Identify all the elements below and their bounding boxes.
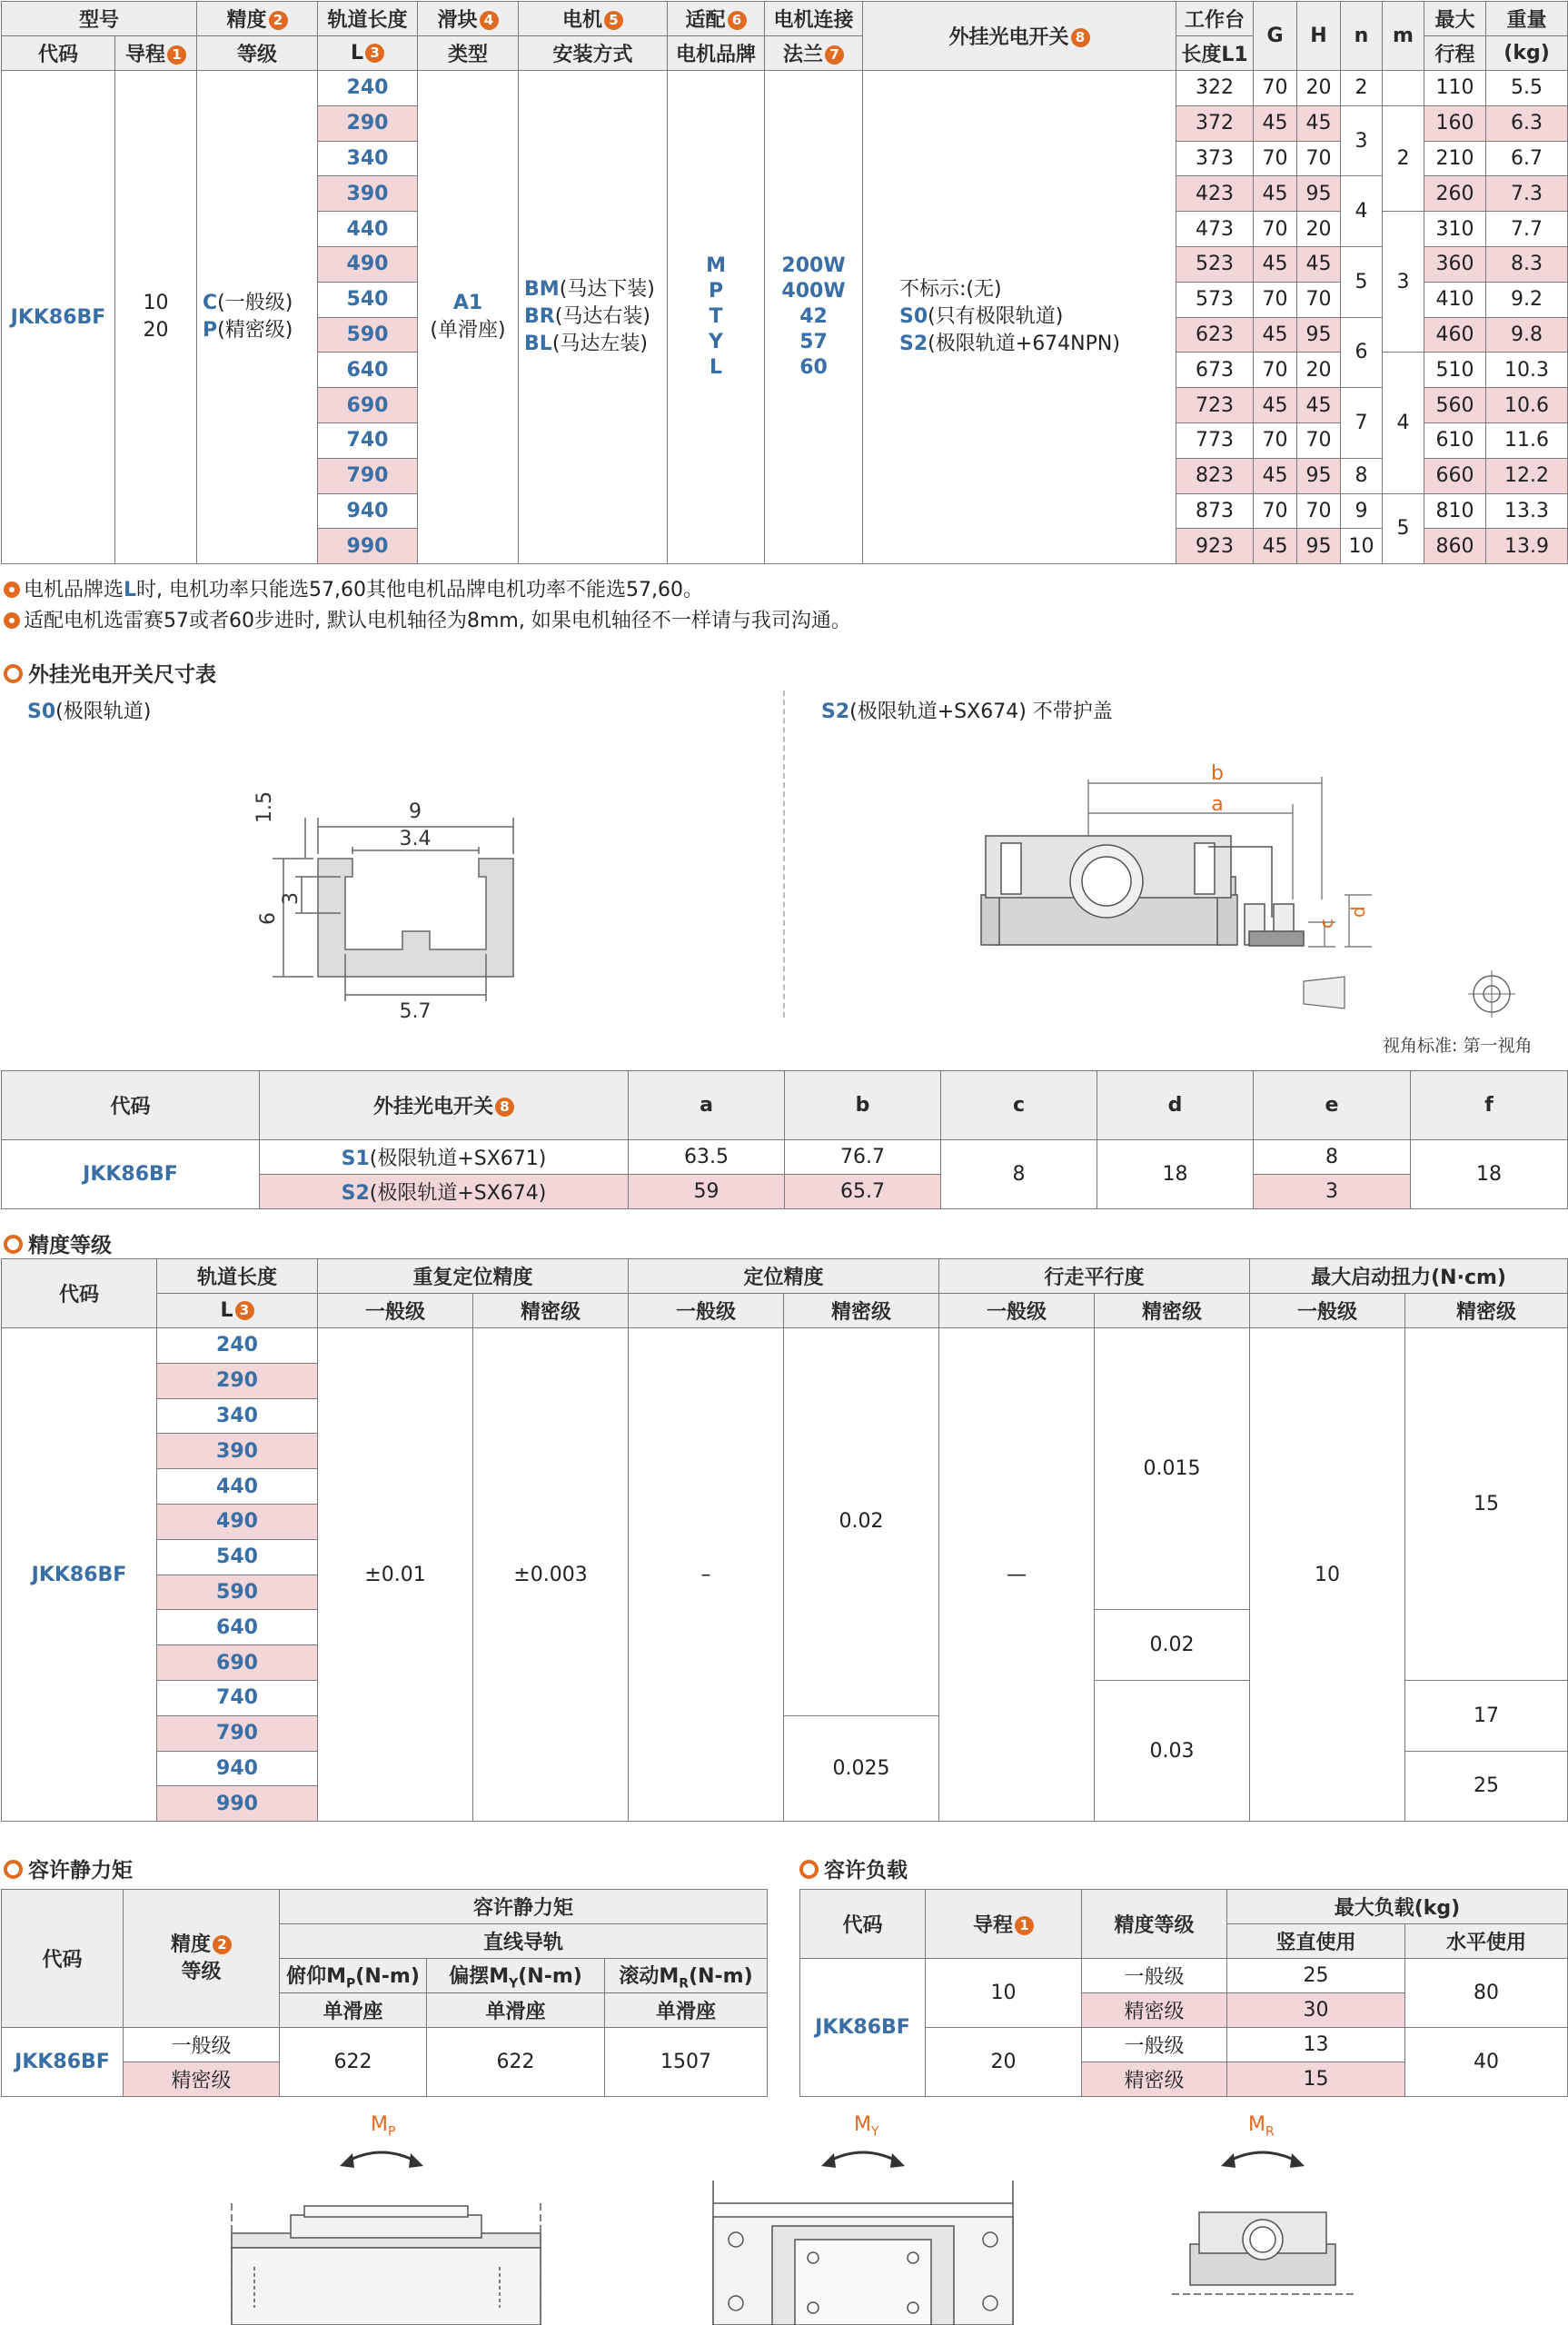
ld-horiz-20: 40 [1405, 2028, 1568, 2097]
brand-cell [668, 71, 765, 564]
n-cell: 2 [1341, 71, 1383, 106]
brand-option: M [706, 254, 726, 278]
sw-d-cell: 18 [1097, 1140, 1254, 1209]
pr-torque-precise: 25 [1405, 1751, 1568, 1822]
dim-3-4: 3.4 [399, 828, 432, 850]
rail-length-cell: 490 [318, 246, 418, 282]
flange-option: 57 [799, 331, 828, 354]
pr-rail-length: 590 [157, 1575, 318, 1610]
th-pr-g3: 一般级 [939, 1294, 1095, 1328]
th-sm-single-1: 单滑座 [280, 1993, 427, 2028]
th-sw-switch: 外挂光电开关 8 [260, 1071, 629, 1140]
g-cell: 70 [1254, 212, 1297, 247]
flange-option: 42 [799, 305, 828, 329]
mr-diagram [1172, 2126, 1354, 2325]
table-length-cell: 873 [1176, 493, 1254, 529]
ld-r2-prec: 精密级 [1082, 1993, 1227, 2028]
dim-b: b [1211, 762, 1224, 785]
th-motor-b: 安装方式 [519, 36, 668, 71]
ld-lead-20: 20 [926, 2028, 1082, 2097]
view-note: 视角标准: 第一视角 [1383, 1036, 1533, 1056]
h-cell: 45 [1297, 105, 1341, 141]
s2-drawing [945, 745, 1390, 1027]
pr-par-precise: 0.02 [1095, 1610, 1250, 1681]
th-sw-e: e [1254, 1071, 1411, 1140]
static-moment-title: 容许静力矩 [4, 1853, 133, 1883]
rail-length-cell: 790 [318, 458, 418, 493]
sw-row-s1-switch: S1(极限轨道+SX671) [260, 1140, 629, 1175]
slider-label: (单滑座) [430, 319, 506, 343]
th-pr-p3: 精密级 [1095, 1294, 1250, 1328]
h-cell: 95 [1297, 458, 1341, 493]
th-pr-p2: 精密级 [784, 1294, 939, 1328]
motor-mount-option: BM(马达下装) [524, 278, 655, 302]
table-length-cell: 723 [1176, 388, 1254, 423]
precision-option: C(一般级) [203, 292, 293, 315]
pr-rail-length: 390 [157, 1434, 318, 1469]
h-cell: 20 [1297, 353, 1341, 388]
th-flange-a: 电机连接 [765, 2, 863, 36]
n-cell: 9 [1341, 493, 1383, 529]
h-cell: 95 [1297, 529, 1341, 564]
note-1: 电机品牌选L时, 电机功率只能选57,60其他电机品牌电机功率不能选57,60。 [4, 574, 703, 602]
rail-length-cell: 390 [318, 176, 418, 212]
stroke-cell: 110 [1424, 71, 1486, 106]
th-g: G [1254, 2, 1297, 71]
ld-r3-prec: 一般级 [1082, 2028, 1227, 2062]
slider-key: A1 [452, 292, 483, 315]
table-length-cell: 623 [1176, 317, 1254, 353]
weight-cell: 10.3 [1486, 353, 1568, 388]
th-sm-yaw: 偏摆$M_Y(N-m)$ [427, 1959, 605, 1993]
pr-rail-length: 640 [157, 1610, 318, 1645]
table-length-cell: 573 [1176, 282, 1254, 317]
pr-torque-precise: 15 [1405, 1328, 1568, 1681]
switch-option: S2(极限轨道+674NPN) [899, 333, 1120, 356]
g-cell: 45 [1254, 388, 1297, 423]
pr-par-precise: 0.015 [1095, 1328, 1250, 1610]
stroke-cell: 460 [1424, 317, 1486, 353]
section-ring-icon [4, 1860, 23, 1879]
flange-cell [765, 71, 863, 564]
sm-mp: 622 [280, 2028, 427, 2097]
ld-r4-prec: 精密级 [1082, 2062, 1227, 2097]
stroke-cell: 510 [1424, 353, 1486, 388]
g-cell: 45 [1254, 246, 1297, 282]
stroke-cell: 260 [1424, 176, 1486, 212]
rail-length-cell: 290 [318, 105, 418, 141]
n-cell: 4 [1341, 176, 1383, 247]
th-precision-b: 等级 [197, 36, 318, 71]
th-pr-g4: 一般级 [1250, 1294, 1405, 1328]
weight-cell: 10.6 [1486, 388, 1568, 423]
h-cell: 70 [1297, 493, 1341, 529]
th-sw-code: 代码 [2, 1071, 260, 1140]
my-label: $M_Y$ [854, 2113, 879, 2140]
switch-cell [863, 71, 1176, 564]
m-cell: 5 [1383, 493, 1424, 564]
load-title: 容许负载 [799, 1853, 908, 1883]
h-cell: 45 [1297, 388, 1341, 423]
code-cell: JKK86BF [2, 71, 115, 564]
pr-rail-length: 340 [157, 1398, 318, 1434]
ld-horiz-10: 80 [1405, 1959, 1568, 2028]
th-sm-prec: 精度 2 等级 [124, 1890, 280, 2028]
pr-rail-length: 740 [157, 1680, 318, 1715]
flange-option: 60 [799, 356, 828, 380]
sw-row-s1-b: 76.7 [785, 1140, 941, 1175]
th-sm-roll: 滚动$M_R(N-m)$ [605, 1959, 768, 1993]
rail-length-cell: 740 [318, 422, 418, 458]
brand-option: Y [709, 331, 723, 354]
weight-cell: 13.3 [1486, 493, 1568, 529]
h-cell: 70 [1297, 422, 1341, 458]
dim-c: c [1315, 919, 1337, 929]
th-sw-b: b [785, 1071, 941, 1140]
th-sm-code: 代码 [2, 1890, 124, 2028]
table-length-cell: 673 [1176, 353, 1254, 388]
pr-rail-length: 440 [157, 1469, 318, 1505]
th-slider-a: 滑块 4 [418, 2, 519, 36]
ld-r4-vert: 15 [1227, 2062, 1405, 2097]
th-ld-prec: 精度等级 [1082, 1890, 1227, 1959]
pr-rail-length: 990 [157, 1786, 318, 1822]
weight-cell: 7.3 [1486, 176, 1568, 212]
slider-cell [418, 71, 519, 564]
rail-length-cell: 590 [318, 317, 418, 353]
pr-code-cell: JKK86BF [2, 1328, 157, 1822]
brand-option: L [710, 356, 723, 380]
n-cell: 3 [1341, 105, 1383, 176]
th-rail-b: L 3 [318, 36, 418, 71]
sm-precise: 精密级 [124, 2062, 280, 2097]
section-divider [783, 691, 785, 1018]
ld-r1-prec: 一般级 [1082, 1959, 1227, 1993]
s0-title: S0(极限轨道) [27, 700, 152, 723]
h-cell: 95 [1297, 317, 1341, 353]
th-ld-max: 最大负载(kg) [1227, 1890, 1568, 1924]
g-cell: 70 [1254, 353, 1297, 388]
g-cell: 45 [1254, 529, 1297, 564]
dim-3: 3 [280, 892, 303, 905]
precision-option: P(精密级) [203, 319, 293, 343]
th-code: 代码 [2, 36, 115, 71]
switch-table [1, 1070, 1568, 1209]
sm-my: 622 [427, 2028, 605, 2097]
motor-mount-option: BR(马达右装) [524, 305, 650, 329]
th-pr-position: 定位精度 [629, 1259, 939, 1294]
spec-row [2, 71, 1568, 106]
weight-cell: 12.2 [1486, 458, 1568, 493]
sm-code-cell: JKK86BF [2, 2028, 124, 2097]
flange-option: 200W [781, 254, 846, 278]
th-sw-f: f [1411, 1071, 1568, 1140]
weight-cell: 7.7 [1486, 212, 1568, 247]
stroke-cell: 660 [1424, 458, 1486, 493]
table-length-cell: 923 [1176, 529, 1254, 564]
th-ld-horiz: 水平使用 [1405, 1924, 1568, 1959]
th-sw-d: d [1097, 1071, 1254, 1140]
g-cell: 70 [1254, 282, 1297, 317]
th-stroke-b: 行程 [1424, 36, 1486, 71]
pr-rail-length: 790 [157, 1715, 318, 1751]
pr-par-general: — [939, 1328, 1095, 1822]
th-n: n [1341, 2, 1383, 71]
m-cell [1383, 71, 1424, 106]
lead-10: 10 [143, 292, 169, 315]
pr-rail-length: 490 [157, 1504, 318, 1539]
m-cell: 2 [1383, 105, 1424, 211]
rail-length-cell: 340 [318, 141, 418, 176]
rail-length-cell: 440 [318, 212, 418, 247]
th-pr-g1: 一般级 [318, 1294, 473, 1328]
pr-rail-length: 940 [157, 1751, 318, 1786]
th-ld-vert: 竖直使用 [1227, 1924, 1405, 1959]
sw-row-s2-a: 59 [629, 1175, 785, 1209]
table-length-cell: 823 [1176, 458, 1254, 493]
h-cell: 45 [1297, 246, 1341, 282]
weight-cell: 5.5 [1486, 71, 1568, 106]
section-ring-icon [4, 664, 23, 683]
lead-cell [115, 71, 197, 564]
pr-pos-general: – [629, 1328, 784, 1822]
n-cell: 6 [1341, 317, 1383, 388]
s0-profile-drawing [227, 763, 527, 1027]
spec-table [1, 1, 1568, 564]
weight-cell: 9.8 [1486, 317, 1568, 353]
motor-mount-cell [519, 71, 668, 564]
section-ring-icon [4, 1235, 23, 1254]
table-length-cell: 322 [1176, 71, 1254, 106]
stroke-cell: 410 [1424, 282, 1486, 317]
th-pr-g2: 一般级 [629, 1294, 784, 1328]
dim-6: 6 [257, 912, 280, 925]
stroke-cell: 160 [1424, 105, 1486, 141]
weight-cell: 6.7 [1486, 141, 1568, 176]
th-brand-a: 适配 6 [668, 2, 765, 36]
th-pr-repeat: 重复定位精度 [318, 1259, 629, 1294]
g-cell: 45 [1254, 458, 1297, 493]
brand-option: T [709, 305, 723, 329]
sw-row-s1-a: 63.5 [629, 1140, 785, 1175]
th-sm-pitch: 俯仰$M_P(N-m)$ [280, 1959, 427, 1993]
pr-pos-precise: 0.02 [784, 1328, 939, 1716]
pr-pos-precise: 0.025 [784, 1715, 939, 1821]
th-h: H [1297, 2, 1341, 71]
th-sw-c: c [941, 1071, 1097, 1140]
sm-general: 一般级 [124, 2028, 280, 2062]
weight-cell: 11.6 [1486, 422, 1568, 458]
sw-row-s2-b: 65.7 [785, 1175, 941, 1209]
stroke-cell: 360 [1424, 246, 1486, 282]
load-table [799, 1889, 1568, 2097]
pr-repeat-precise: ±0.003 [473, 1328, 629, 1822]
th-ld-code: 代码 [800, 1890, 926, 1959]
m-cell: 3 [1383, 212, 1424, 353]
table-length-cell: 423 [1176, 176, 1254, 212]
sw-code-cell: JKK86BF [2, 1140, 260, 1209]
rail-length-cell: 240 [318, 71, 418, 106]
mp-label: $M_P$ [371, 2113, 396, 2140]
pr-rail-length: 540 [157, 1539, 318, 1575]
rail-length-cell: 540 [318, 282, 418, 317]
ld-lead-10: 10 [926, 1959, 1082, 2028]
th-model: 型号 [2, 2, 197, 36]
th-m: m [1383, 2, 1424, 71]
sw-row-s2-e: 3 [1254, 1175, 1411, 1209]
ld-r3-vert: 13 [1227, 2028, 1405, 2062]
table-length-cell: 373 [1176, 141, 1254, 176]
th-pr-rail-a: 轨道长度 [157, 1259, 318, 1294]
note-bullet-icon [4, 612, 20, 629]
ld-r1-vert: 25 [1227, 1959, 1405, 1993]
th-sm-moment: 容许静力矩 [280, 1890, 768, 1924]
pr-torque-precise: 17 [1405, 1680, 1568, 1751]
mr-label: $M_R$ [1248, 2113, 1275, 2140]
dim-5-7: 5.7 [399, 1000, 432, 1023]
sw-row-s1-e: 8 [1254, 1140, 1411, 1175]
sm-mr: 1507 [605, 2028, 768, 2097]
note-2: 适配电机选雷赛57或者60步进时, 默认电机轴径为8mm, 如果电机轴径不一样请与我司沟通。 [4, 605, 851, 633]
table-length-cell: 473 [1176, 212, 1254, 247]
h-cell: 20 [1297, 212, 1341, 247]
g-cell: 70 [1254, 493, 1297, 529]
ld-code-cell: JKK86BF [800, 1959, 926, 2097]
weight-cell: 9.2 [1486, 282, 1568, 317]
th-pr-p1: 精密级 [473, 1294, 629, 1328]
motor-mount-option: BL(马达左装) [524, 333, 648, 356]
th-pr-code: 代码 [2, 1259, 157, 1328]
th-slider-b: 类型 [418, 36, 519, 71]
th-precision-a: 精度 2 [197, 2, 318, 36]
h-cell: 70 [1297, 141, 1341, 176]
th-table-b: 长度L1 [1176, 36, 1254, 71]
th-sm-single-2: 单滑座 [427, 1993, 605, 2028]
rail-length-cell: 690 [318, 388, 418, 423]
pr-rail-length: 290 [157, 1363, 318, 1398]
h-cell: 70 [1297, 282, 1341, 317]
th-sm-single-3: 单滑座 [605, 1993, 768, 2028]
g-cell: 45 [1254, 317, 1297, 353]
pr-rail-length: 690 [157, 1645, 318, 1681]
weight-cell: 8.3 [1486, 246, 1568, 282]
th-lead: 导程 1 [115, 36, 197, 71]
th-weight-a: 重量 [1486, 2, 1568, 36]
weight-cell: 13.9 [1486, 529, 1568, 564]
th-table-a: 工作台 [1176, 2, 1254, 36]
sw-c-cell: 8 [941, 1140, 1097, 1209]
precision-cell [197, 71, 318, 564]
g-cell: 70 [1254, 141, 1297, 176]
th-switch: 外挂光电开关 8 [863, 2, 1176, 71]
h-cell: 95 [1297, 176, 1341, 212]
rail-length-cell: 940 [318, 493, 418, 529]
n-cell: 5 [1341, 246, 1383, 317]
th-pr-torque: 最大启动扭力(N·cm) [1250, 1259, 1568, 1294]
dim-1-5: 1.5 [253, 791, 276, 823]
brand-option: P [708, 280, 724, 303]
th-stroke-a: 最大 [1424, 2, 1486, 36]
weight-cell: 6.3 [1486, 105, 1568, 141]
n-cell: 7 [1341, 388, 1383, 459]
table-length-cell: 773 [1176, 422, 1254, 458]
th-sm-linear: 直线导轨 [280, 1924, 768, 1959]
table-length-cell: 372 [1176, 105, 1254, 141]
th-pr-rail-b: L 3 [157, 1294, 318, 1328]
th-ld-lead: 导程 1 [926, 1890, 1082, 1959]
rail-length-cell: 640 [318, 353, 418, 388]
s2-title: S2(极限轨道+SX674) 不带护盖 [821, 700, 1113, 723]
h-cell: 20 [1297, 71, 1341, 106]
sw-row-s2-switch: S2(极限轨道+SX674) [260, 1175, 629, 1209]
n-cell: 8 [1341, 458, 1383, 493]
th-weight-b: (kg) [1486, 36, 1568, 71]
n-cell: 10 [1341, 529, 1383, 564]
dim-a: a [1211, 793, 1224, 816]
pr-par-precise: 0.03 [1095, 1680, 1250, 1821]
stroke-cell: 310 [1424, 212, 1486, 247]
rail-length-cell: 990 [318, 529, 418, 564]
stroke-cell: 210 [1424, 141, 1486, 176]
my-diagram [709, 2126, 1017, 2325]
flange-option: 400W [781, 280, 846, 303]
first-angle-symbol-icon [1464, 967, 1519, 1021]
stroke-cell: 610 [1424, 422, 1486, 458]
precision-row [2, 1328, 1568, 1364]
switch-section-title: 外挂光电开关尺寸表 [4, 658, 216, 688]
g-cell: 70 [1254, 422, 1297, 458]
sw-f-cell: 18 [1411, 1140, 1568, 1209]
th-motor-a: 电机 5 [519, 2, 668, 36]
g-cell: 45 [1254, 105, 1297, 141]
pr-torque-general: 10 [1250, 1328, 1405, 1822]
pr-rail-length: 240 [157, 1328, 318, 1364]
table-length-cell: 523 [1176, 246, 1254, 282]
dim-d: d [1347, 906, 1369, 918]
precision-table [1, 1258, 1568, 1822]
switch-option: 不标示:(无) [899, 278, 1002, 302]
th-pr-parallel: 行走平行度 [939, 1259, 1250, 1294]
g-cell: 45 [1254, 176, 1297, 212]
precision-section-title: 精度等级 [4, 1228, 112, 1258]
th-rail-a: 轨道长度 [318, 2, 418, 36]
dim-9: 9 [409, 800, 422, 823]
stroke-cell: 860 [1424, 529, 1486, 564]
th-flange-b: 法兰 7 [765, 36, 863, 71]
th-brand-b: 电机品牌 [668, 36, 765, 71]
g-cell: 70 [1254, 71, 1297, 106]
stroke-cell: 560 [1424, 388, 1486, 423]
switch-option: S0(只有极限轨道) [899, 305, 1064, 329]
pr-repeat-general: ±0.01 [318, 1328, 473, 1822]
lead-20: 20 [143, 319, 169, 343]
stroke-cell: 810 [1424, 493, 1486, 529]
th-sw-a: a [629, 1071, 785, 1140]
mp-diagram [227, 2126, 545, 2325]
m-cell: 4 [1383, 353, 1424, 493]
static-moment-table [1, 1889, 768, 2097]
ld-r2-vert: 30 [1227, 1993, 1405, 2028]
section-ring-icon [799, 1860, 819, 1879]
th-pr-p4: 精密级 [1405, 1294, 1568, 1328]
note-bullet-icon [4, 581, 20, 598]
